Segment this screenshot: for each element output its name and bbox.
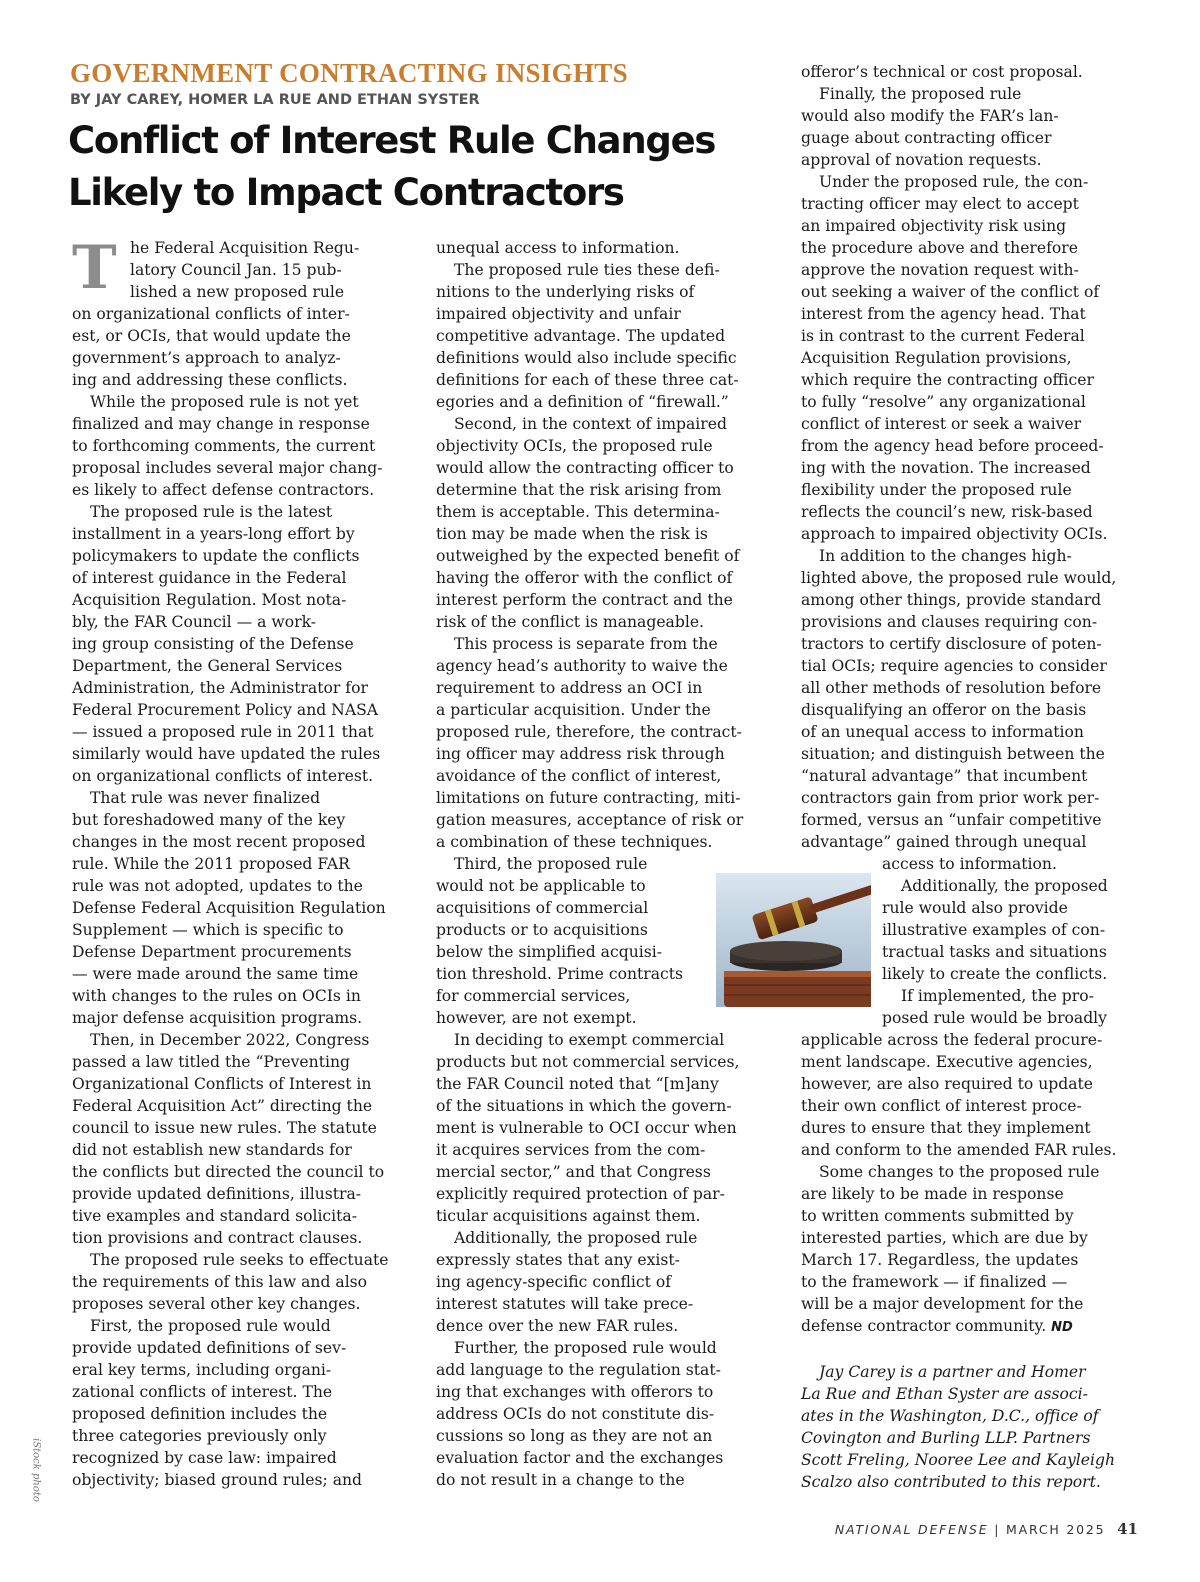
text-line: would also modify the FAR’s lan- xyxy=(801,107,1059,125)
end-mark: ND xyxy=(1051,1320,1073,1335)
text-line: Third, the proposed rule xyxy=(454,855,648,873)
text-line: “natural advantage” that incumbent xyxy=(801,767,1088,785)
text-line: rule would also provide xyxy=(882,899,1068,917)
text-line: with changes to the rules on OCIs in xyxy=(72,987,361,1005)
text-line: are likely to be made in response xyxy=(801,1185,1064,1203)
text-line: add language to the regulation stat- xyxy=(436,1361,721,1379)
text-line: definitions would also include specific xyxy=(436,349,737,367)
text-line: of the situations in which the govern- xyxy=(436,1097,732,1115)
text-line: council to issue new rules. The statute xyxy=(72,1119,377,1137)
text-line: passed a law titled the “Preventing xyxy=(72,1053,350,1071)
text-line: is in contrast to the current Federal xyxy=(801,327,1085,345)
text-line: ates in the Washington, D.C., office of xyxy=(801,1407,1099,1425)
text-line: Federal Acquisition Act” directing the xyxy=(72,1097,373,1115)
text-line: ticular acquisitions against them. xyxy=(436,1207,701,1225)
text-line: eral key terms, including organi- xyxy=(72,1361,332,1379)
byline: BY JAY CAREY, HOMER LA RUE AND ETHAN SYSTER xyxy=(70,92,480,108)
text-line: tive examples and standard solicita- xyxy=(72,1207,357,1225)
text-line: three categories previously only xyxy=(72,1427,327,1445)
text-line: rule was not adopted, updates to the xyxy=(72,877,363,895)
text-line: similarly would have updated the rules xyxy=(72,745,381,763)
text-line: on organizational conflicts of interest. xyxy=(72,767,374,785)
text-line: a particular acquisition. Under the xyxy=(436,701,711,719)
text-line: illustrative examples of con- xyxy=(882,921,1106,939)
text-line: Under the proposed rule, the con- xyxy=(819,173,1089,191)
text-line: Covington and Burling LLP. Partners xyxy=(801,1429,1091,1447)
text-line: he Federal Acquisition Regu- xyxy=(130,239,360,257)
text-line: applicable across the federal procure- xyxy=(801,1031,1103,1049)
text-line: advantage” gained through unequal xyxy=(801,833,1087,851)
text-line: ing that exchanges with offerors to xyxy=(436,1383,714,1401)
text-line: gation measures, acceptance of risk or xyxy=(436,811,744,829)
text-line: for commercial services, xyxy=(436,987,631,1005)
text-line: ment is vulnerable to OCI occur when xyxy=(436,1119,737,1137)
text-line: it acquires services from the com- xyxy=(436,1141,706,1159)
text-line: dures to ensure that they implement xyxy=(801,1119,1091,1137)
text-line: to written comments submitted by xyxy=(801,1207,1074,1225)
article-column-1 xyxy=(72,233,412,1491)
text-line: While the proposed rule is not yet xyxy=(90,393,359,411)
text-line: lished a new proposed rule xyxy=(130,283,345,301)
text-line: ing group consisting of the Defense xyxy=(72,635,354,653)
text-line: competitive advantage. The updated xyxy=(436,327,726,345)
text-line: of interest guidance in the Federal xyxy=(72,569,347,587)
gavel-photo-icon xyxy=(716,873,871,1007)
issue-date: MARCH 2025 xyxy=(1006,1522,1106,1537)
text-line: objectivity OCIs, the proposed rule xyxy=(436,437,713,455)
text-line: will be a major development for the xyxy=(801,1295,1084,1313)
text-line: Some changes to the proposed rule xyxy=(819,1163,1100,1181)
text-line: the procedure above and therefore xyxy=(801,239,1078,257)
text-line: — issued a proposed rule in 2011 that xyxy=(72,723,374,741)
text-line: likely to create the conflicts. xyxy=(882,965,1108,983)
text-line: Organizational Conflicts of Interest in xyxy=(72,1075,372,1093)
text-line: to fully “resolve” any organizational xyxy=(801,393,1086,411)
text-line: The proposed rule seeks to effectuate xyxy=(90,1251,389,1269)
text-line: to forthcoming comments, the current xyxy=(72,437,376,455)
text-line: interest from the agency head. That xyxy=(801,305,1086,323)
text-line: The proposed rule ties these defi- xyxy=(454,261,720,279)
text-line: access to information. xyxy=(882,855,1057,873)
text-line: dence over the new FAR rules. xyxy=(436,1317,679,1335)
text-line: contractors gain from prior work per- xyxy=(801,789,1100,807)
text-line: tion threshold. Prime contracts xyxy=(436,965,684,983)
text-line: risk of the conflict is manageable. xyxy=(436,613,705,631)
text-line: products but not commercial services, xyxy=(436,1053,740,1071)
section-label: GOVERNMENT CONTRACTING INSIGHTS xyxy=(70,58,628,88)
text-line: Acquisition Regulation provisions, xyxy=(801,349,1072,367)
text-line: Supplement — which is specific to xyxy=(72,921,344,939)
text-line: on organizational conflicts of inter- xyxy=(72,305,350,323)
text-line: interest perform the contract and the xyxy=(436,591,733,609)
text-line: Department, the General Services xyxy=(72,657,343,675)
text-line: them is acceptable. This determina- xyxy=(436,503,720,521)
text-line: ing with the novation. The increased xyxy=(801,459,1091,477)
text-line: Further, the proposed rule would xyxy=(454,1339,717,1357)
text-line: cussions so long as they are not an xyxy=(436,1427,713,1445)
page-footer xyxy=(835,1520,1138,1538)
text-line: — were made around the same time xyxy=(72,965,359,983)
drop-cap: T xyxy=(72,233,117,303)
text-line: Federal Procurement Policy and NASA xyxy=(72,701,379,719)
text-line: provide updated definitions, illustra- xyxy=(72,1185,362,1203)
text-line: among other things, provide standard xyxy=(801,591,1102,609)
text-line: products or to acquisitions xyxy=(436,921,648,939)
text-line: rule. While the 2011 proposed FAR xyxy=(72,855,350,873)
text-line: Jay Carey is a partner and Homer xyxy=(819,1363,1086,1381)
text-line: nitions to the underlying risks of xyxy=(436,283,695,301)
text-line: flexibility under the proposed rule xyxy=(801,481,1072,499)
text-line-with-end-mark xyxy=(801,1315,1141,1337)
text-line: Acquisition Regulation. Most nota- xyxy=(72,591,347,609)
text-line: Then, in December 2022, Congress xyxy=(90,1031,370,1049)
text-line: posed rule would be broadly xyxy=(882,1009,1107,1027)
text-line: This process is separate from the xyxy=(454,635,718,653)
text-line: which require the contracting officer xyxy=(801,371,1094,389)
text-line: March 17. Regardless, the updates xyxy=(801,1251,1079,1269)
text-line: tractors to certify disclosure of poten- xyxy=(801,635,1102,653)
text-line: major defense acquisition programs. xyxy=(72,1009,363,1027)
text-line: all other methods of resolution before xyxy=(801,679,1102,697)
text-line: ment landscape. Executive agencies, xyxy=(801,1053,1093,1071)
text-line: tion provisions and contract clauses. xyxy=(72,1229,363,1247)
text-line: do not result in a change to the xyxy=(436,1471,685,1489)
text-line: but foreshadowed many of the key xyxy=(72,811,346,829)
text-line: Scott Freling, Nooree Lee and Kayleigh xyxy=(801,1451,1116,1469)
text-line: situation; and distinguish between the xyxy=(801,745,1105,763)
text-line: zational conflicts of interest. The xyxy=(72,1383,333,1401)
text-line: provisions and clauses requiring con- xyxy=(801,613,1098,631)
text-line: acquisitions of commercial xyxy=(436,899,649,917)
text-line: explicitly required protection of par- xyxy=(436,1185,725,1203)
text-line: Second, in the context of impaired xyxy=(454,415,727,433)
text-line: below the simplified acquisi- xyxy=(436,943,662,961)
text-line: unequal access to information. xyxy=(436,239,680,257)
text-line: La Rue and Ethan Syster are associ- xyxy=(801,1385,1088,1403)
text-line: and conform to the amended FAR rules. xyxy=(801,1141,1117,1159)
text-line: es likely to affect defense contractors. xyxy=(72,481,375,499)
text-line: tion may be made when the risk is xyxy=(436,525,708,543)
text-line: latory Council Jan. 15 pub- xyxy=(130,261,342,279)
text-line: however, are not exempt. xyxy=(436,1009,637,1027)
text-line: agency head’s authority to waive the xyxy=(436,657,728,675)
text-line: disqualifying an offeror on the basis xyxy=(801,701,1087,719)
text-line: approach to impaired objectivity OCIs. xyxy=(801,525,1108,543)
text-line: changes in the most recent proposed xyxy=(72,833,366,851)
text-line: the FAR Council noted that “[m]any xyxy=(436,1075,719,1093)
text-line: tractual tasks and situations xyxy=(882,943,1107,961)
text-line: Defense Federal Acquisition Regulation xyxy=(72,899,386,917)
text-line: Finally, the proposed rule xyxy=(819,85,1022,103)
text-line: conflict of interest or seek a waiver xyxy=(801,415,1082,433)
text-line: formed, versus an “unfair competitive xyxy=(801,811,1102,829)
text-line: est, or OCIs, that would update the xyxy=(72,327,351,345)
text-line: provide updated definitions of sev- xyxy=(72,1339,347,1357)
publication-name: NATIONAL DEFENSE xyxy=(834,1522,989,1537)
text-line: finalized and may change in response xyxy=(72,415,370,433)
text-line: First, the proposed rule would xyxy=(90,1317,331,1335)
text-line: recognized by case law: impaired xyxy=(72,1449,337,1467)
text-line: lighted above, the proposed rule would, xyxy=(801,569,1117,587)
footer-separator: | xyxy=(994,1522,1001,1537)
text-line: however, are also required to update xyxy=(801,1075,1093,1093)
text-line: policymakers to update the conflicts xyxy=(72,547,360,565)
text-line: the requirements of this law and also xyxy=(72,1273,368,1291)
text-line: an impaired objectivity risk using xyxy=(801,217,1067,235)
text-line: the conflicts but directed the council to xyxy=(72,1163,385,1181)
text-line: determine that the risk arising from xyxy=(436,481,722,499)
text-line: Additionally, the proposed rule xyxy=(454,1229,698,1247)
text-line: offeror’s technical or cost proposal. xyxy=(801,63,1083,81)
text-line: expressly states that any exist- xyxy=(436,1251,680,1269)
text-line: address OCIs do not constitute dis- xyxy=(436,1405,715,1423)
text-line: guage about contracting officer xyxy=(801,129,1052,147)
text-line: Scalzo also contributed to this report. xyxy=(801,1473,1101,1491)
text-line: did not establish new standards for xyxy=(72,1141,352,1159)
text-line: outweighed by the expected benefit of xyxy=(436,547,740,565)
article-column-2 xyxy=(436,237,766,1491)
text-line: In deciding to exempt commercial xyxy=(454,1031,725,1049)
text-line: of an unequal access to information xyxy=(801,723,1084,741)
text-line: out seeking a waiver of the conflict of xyxy=(801,283,1100,301)
text-line: proposes several other key changes. xyxy=(72,1295,361,1313)
text-line: limitations on future contracting, miti- xyxy=(436,789,741,807)
text-line: would not be applicable to xyxy=(436,877,646,895)
text-line: ing officer may address risk through xyxy=(436,745,725,763)
text-line: approval of novation requests. xyxy=(801,151,1042,169)
text-line: impaired objectivity and unfair xyxy=(436,305,681,323)
text-line: would allow the contracting officer to xyxy=(436,459,734,477)
text-line: evaluation factor and the exchanges xyxy=(436,1449,724,1467)
text-line: installment in a years-long effort by xyxy=(72,525,355,543)
headline: Conflict of Interest Rule Changes Likely to Impact Contractors xyxy=(68,119,716,214)
text-line: definitions for each of these three cat- xyxy=(436,371,739,389)
text-line: to the framework — if finalized — xyxy=(801,1273,1068,1291)
article-column-3 xyxy=(801,61,1141,1337)
text-line: approve the novation request with- xyxy=(801,261,1079,279)
text-line: reflects the council’s new, risk-based xyxy=(801,503,1093,521)
text-line: defense contractor community. xyxy=(801,1317,1047,1335)
text-line: interest statutes will take prece- xyxy=(436,1295,694,1313)
text-line: tial OCIs; require agencies to consider xyxy=(801,657,1107,675)
text-line: proposed rule, therefore, the contract- xyxy=(436,723,742,741)
text-line: If implemented, the pro- xyxy=(901,987,1094,1005)
text-line: government’s approach to analyz- xyxy=(72,349,341,367)
text-line: In addition to the changes high- xyxy=(819,547,1072,565)
author-bio xyxy=(801,1361,1141,1493)
text-line: objectivity; biased ground rules; and xyxy=(72,1471,363,1489)
text-line: proposed definition includes the xyxy=(72,1405,328,1423)
text-line: egories and a definition of “firewall.” xyxy=(436,393,729,411)
text-line: tracting officer may elect to accept xyxy=(801,195,1079,213)
text-line: That rule was never finalized xyxy=(90,789,321,807)
photo-credit: iStock photo xyxy=(30,1438,42,1502)
text-line: Additionally, the proposed xyxy=(901,877,1108,895)
text-line: interested parties, which are due by xyxy=(801,1229,1088,1247)
page-number: 41 xyxy=(1117,1520,1138,1538)
text-line: requirement to address an OCI in xyxy=(436,679,703,697)
text-line: avoidance of the conflict of interest, xyxy=(436,767,722,785)
text-line: Administration, the Administrator for xyxy=(72,679,368,697)
text-line: proposal includes several major chang- xyxy=(72,459,383,477)
text-line: ing agency-specific conflict of xyxy=(436,1273,672,1291)
text-line: from the agency head before proceed- xyxy=(801,437,1104,455)
text-line: mercial sector,” and that Congress xyxy=(436,1163,711,1181)
text-line: ing and addressing these conflicts. xyxy=(72,371,348,389)
text-line: bly, the FAR Council — a work- xyxy=(72,613,317,631)
text-line: their own conflict of interest proce- xyxy=(801,1097,1082,1115)
text-line: having the offeror with the conflict of xyxy=(436,569,733,587)
text-line: The proposed rule is the latest xyxy=(90,503,333,521)
text-line: a combination of these techniques. xyxy=(436,833,713,851)
text-line: Defense Department procurements xyxy=(72,943,352,961)
